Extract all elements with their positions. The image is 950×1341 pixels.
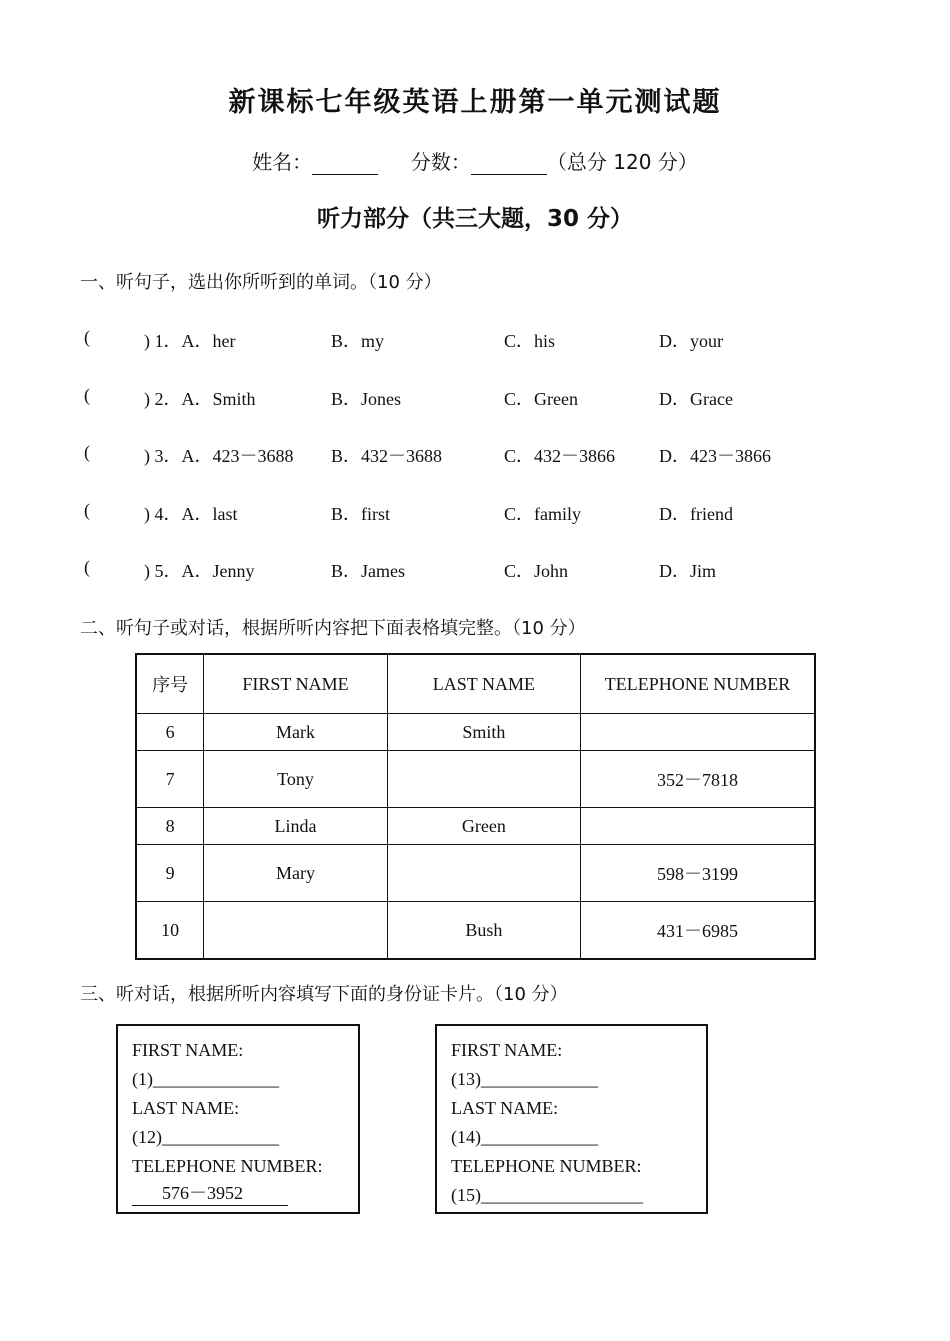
score-label: 分数： [410,150,471,174]
option-a: ) 5．A．Jenny [144,561,255,581]
option-b: B．first [331,504,391,524]
first-name-label: FIRST NAME: [132,1040,244,1060]
telephone-label: TELEPHONE NUMBER: [451,1156,642,1176]
option-a: ) 4．A．last [144,504,238,524]
option-a: ) 3．A．423－3688 [144,446,294,466]
col-header-first-name: FIRST NAME [204,654,387,714]
option-a: ) 1．A．her [144,331,236,351]
option-c: C．John [504,561,569,581]
option-d: D．Jim [659,561,717,581]
option-c: C．his [504,331,556,351]
name-label: 姓名： [252,150,313,174]
first-name-blank[interactable]: (13)_____________ [451,1069,598,1089]
answer-paren[interactable]: ( [84,385,90,405]
section1-heading: 一、听句子，选出你所听到的单词。（10 分） [80,272,442,293]
table-row [136,751,815,808]
question-row [0,385,950,411]
table-cell: 8 [136,808,204,845]
table-cell: Smith [387,714,580,751]
table-cell-blank[interactable] [387,845,580,902]
table-cell: Mark [204,714,387,751]
option-a: ) 2．A．Smith [144,389,256,409]
question-row [0,557,950,583]
option-c: C．family [504,504,581,524]
table-row [136,808,815,845]
first-name-blank[interactable]: (1)______________ [132,1069,279,1089]
section2-heading: 二、听句子或对话，根据所听内容把下面表格填完整。（10 分） [80,618,586,639]
table-cell: 598－3199 [581,845,815,902]
answer-paren[interactable]: ( [84,557,90,577]
telephone-label: TELEPHONE NUMBER: [132,1156,323,1176]
table-row [136,714,815,751]
table-cell: 431－6985 [581,902,815,960]
name-blank[interactable] [312,154,378,175]
table-row [136,902,815,960]
table-cell-blank[interactable] [387,751,580,808]
option-b: B．James [331,561,405,581]
table-row [136,845,815,902]
telephone-value-text: 576－3952 [132,1181,288,1206]
option-d: D．423－3866 [659,446,771,466]
first-name-label: FIRST NAME: [451,1040,563,1060]
total-score-note: （总分 120 分） [546,150,698,174]
answer-paren[interactable]: ( [84,442,90,462]
table-cell: 6 [136,714,204,751]
last-name-blank[interactable]: (12)_____________ [132,1127,279,1147]
last-name-label: LAST NAME: [132,1098,240,1118]
col-header-number: 序号 [136,654,204,714]
id-card-left [116,1024,360,1214]
col-header-last-name: LAST NAME [387,654,580,714]
table-cell: 9 [136,845,204,902]
id-card-right [435,1024,708,1214]
answer-paren[interactable]: ( [84,327,90,347]
table-cell: Bush [387,902,580,960]
option-d: D．friend [659,504,733,524]
name-table [135,653,816,960]
table-cell: 10 [136,902,204,960]
telephone-blank[interactable]: (15)__________________ [451,1185,643,1205]
option-d: D．your [659,331,723,351]
table-cell: 7 [136,751,204,808]
question-row [0,500,950,526]
table-cell: Tony [204,751,387,808]
answer-paren[interactable]: ( [84,500,90,520]
question-row [0,327,950,353]
option-b: B．Jones [331,389,402,409]
telephone-value [132,1181,344,1206]
col-header-telephone: TELEPHONE NUMBER [581,654,815,714]
option-b: B．my [331,331,385,351]
last-name-label: LAST NAME: [451,1098,559,1118]
table-cell: 352－7818 [581,751,815,808]
page-title: 新课标七年级英语上册第一单元测试题 [228,87,722,118]
table-cell-blank[interactable] [204,902,387,960]
option-b: B．432－3688 [331,446,443,466]
table-cell: Green [387,808,580,845]
table-cell-blank[interactable] [581,808,815,845]
option-c: C．Green [504,389,578,409]
option-d: D．Grace [659,389,733,409]
listening-heading: 听力部分（共三大题，30 分） [316,206,633,232]
section3-heading: 三、听对话，根据所听内容填写下面的身份证卡片。（10 分） [80,984,568,1005]
table-cell: Mary [204,845,387,902]
question-row [0,442,950,468]
last-name-blank[interactable]: (14)_____________ [451,1127,598,1147]
table-header-row [136,654,815,714]
student-info-line [0,146,950,175]
table-cell-blank[interactable] [581,714,815,751]
score-blank[interactable] [471,154,547,175]
option-c: C．432－3866 [504,446,616,466]
table-cell: Linda [204,808,387,845]
